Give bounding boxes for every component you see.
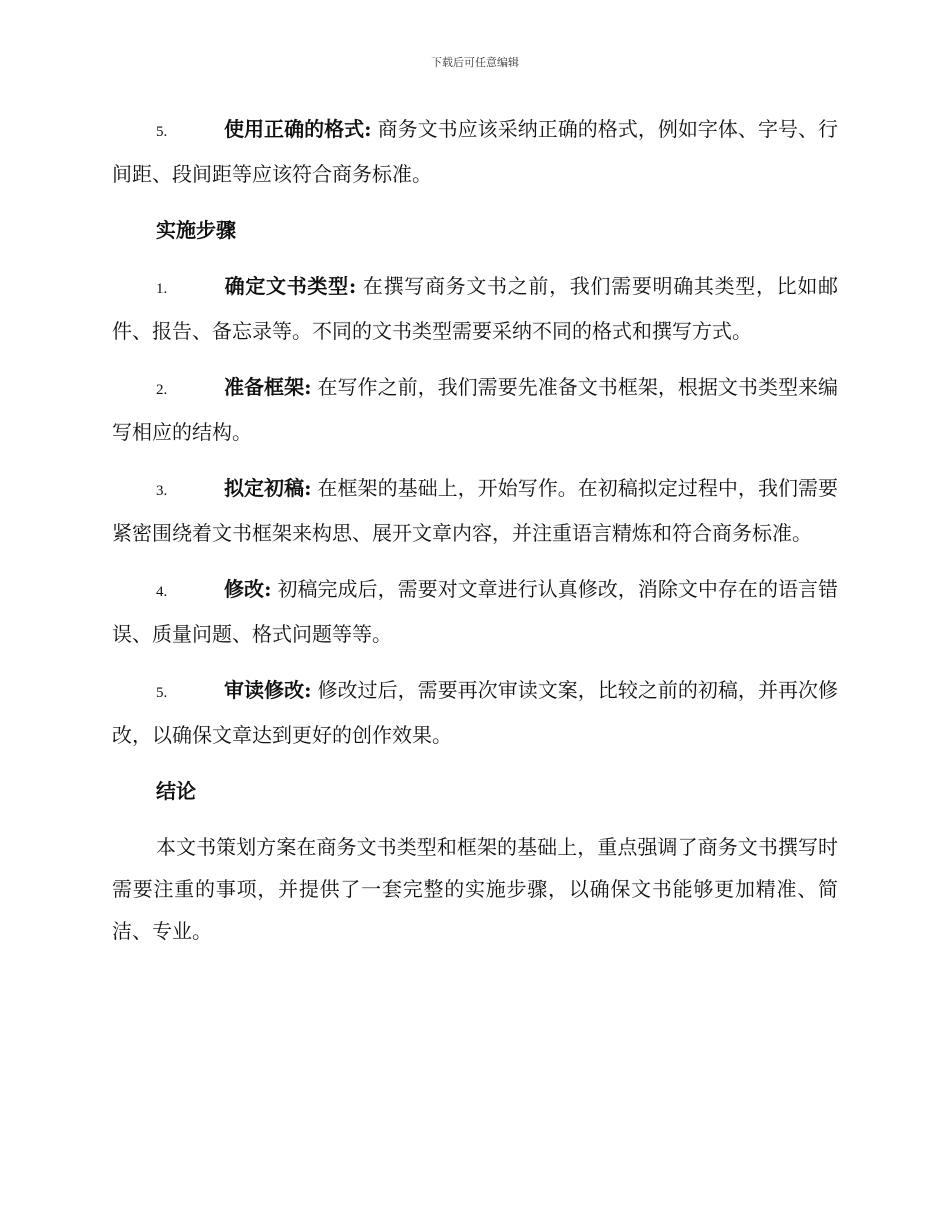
list-item	[112, 669, 838, 756]
list-item-number: 5.	[156, 124, 168, 140]
list-item-text: 在框架的基础上，开始写作。在初稿拟定过程中，我们需要紧密围绕着文书框架来构思、展开文章内容，并注重语言精炼和符合商务标准。	[112, 476, 839, 545]
list-item	[112, 366, 838, 453]
list-item	[112, 568, 838, 655]
list-item-colon: :	[364, 117, 372, 141]
page-header-note: 下载后可任意编辑	[431, 56, 519, 69]
list-item-number: 2.	[156, 382, 168, 398]
list-item-text: 修改过后，需要再次审读文案，比较之前的初稿，并再次修改，以确保文章达到更好的创作效果。	[112, 678, 839, 747]
conclusion-paragraph: 本文书策划方案在商务文书类型和框架的基础上，重点强调了商务文书撰写时需要注重的事项，并提供了一套完整的实施步骤，以确保文书能够更加精准、简洁、专业。	[112, 835, 838, 943]
list-item-label: 准备框架	[224, 375, 305, 399]
list-item	[112, 108, 838, 195]
list-item-number: 4.	[156, 584, 168, 600]
list-item-text: 在写作之前，我们需要先准备文书框架，根据文书类型来编写相应的结构。	[112, 375, 839, 444]
section-heading: 实施步骤	[156, 218, 236, 242]
list-item-text: 商务文书应该采纳正确的格式，例如字体、字号、行间距、段间距等应该符合商务标准。	[112, 117, 839, 186]
list-item-label: 拟定初稿	[224, 476, 305, 500]
list-item	[112, 467, 838, 554]
list-item-number: 1.	[156, 281, 168, 297]
list-item-label: 审读修改	[224, 678, 305, 702]
list-item-label: 使用正确的格式	[224, 117, 365, 141]
list-item-label: 修改	[224, 577, 265, 601]
list-item-label: 确定文书类型	[224, 274, 349, 298]
list-item-colon: :	[348, 274, 357, 298]
document-body	[112, 108, 838, 966]
list-item-text: 在撰写商务文书之前，我们需要明确其类型，比如邮件、报告、备忘录等。不同的文书类型需要采纳不同的格式和撰写方式。	[112, 274, 839, 343]
list-item-colon: :	[264, 577, 272, 601]
section-heading: 结论	[156, 779, 196, 803]
list-item-number: 5.	[156, 685, 168, 701]
list-item-number: 3.	[156, 483, 168, 499]
list-item-colon: :	[304, 375, 312, 399]
list-item-colon: :	[304, 678, 312, 702]
list-item-colon: :	[304, 476, 312, 500]
list-item	[112, 265, 838, 352]
list-item-text: 初稿完成后，需要对文章进行认真修改，消除文中存在的语言错误、质量问题、格式问题等等。	[112, 577, 839, 646]
